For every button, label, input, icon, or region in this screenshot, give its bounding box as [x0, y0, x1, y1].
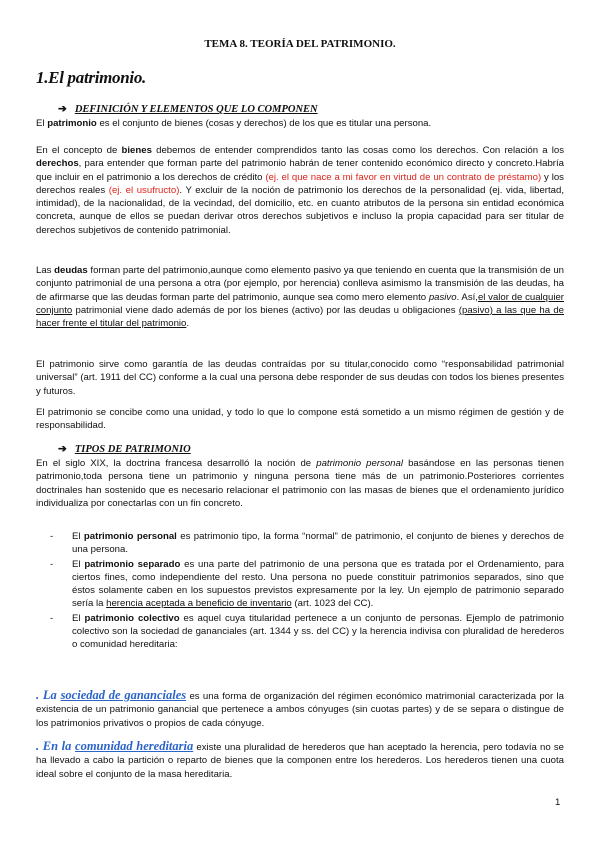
paragraph-gananciales [36, 689, 564, 730]
list-item [50, 530, 564, 557]
text-run: , para entender que forman parte del patrimonio habrán de tener contenido económico directo y concreto.Habría que incluir en el patrimonio a los derechos de crédito [36, 158, 564, 183]
text-run: El [36, 118, 48, 129]
italic-term: patrimonio personal [316, 458, 403, 469]
paragraph-deudas [36, 264, 564, 330]
bold-term: patrimonio personal [83, 531, 177, 542]
dash-bullet: - [50, 531, 54, 542]
text-run: es una forma de organización del régimen económico matrimonial caracterizada por la existencia de un patrimonio ganancial que pertenece a ambos cónyuges (sin cuotas partes) y de se separa o distingue de los patrimonios privativos o propios de cada cónyuge. [36, 691, 564, 729]
example-note: (ej. el usufructo) [108, 184, 180, 196]
paragraph-patrimonio-def [36, 117, 564, 130]
text-run: debemos de entender comprendidos tanto las cosas como los derechos. Con relación a los [151, 145, 564, 156]
underlined-text: herencia aceptada a beneficio de inventario [106, 598, 292, 610]
text-run: es una parte del patrimonio de una persona que es tratada por el Ordenamiento, para ciertos fines, como independiente del resto. Una persona no puede constituir patrimonios separados, sino que éstos solamente caben en los supuestos previstos expresamente por la ley. Un ejemplo de patrimonio separado sería la [72, 558, 564, 610]
paragraph-garantia: El patrimonio sirve como garantía de las deudas contraídas por su titular,conocido como “responsabilidad patrimonial universal” (art. 1911 del CC) conforme a la cual una persona debe responder de sus deudas con todos los bienes presentes y futuros. [36, 359, 564, 397]
text-run: basándose en las personas tienen patrimonio,toda persona tiene un patrimonio y ninguna persona tiene más de un patrimonio.Posteriores corrientes doctrinales han sostenido que es necesario relacionar el patrimonio con las masas de bienes que el ordenamiento jurídico individualiza por conectarlas con un fin concreto. [36, 458, 565, 509]
text-run: es aquel cuya titularidad pertenece a un conjunto de personas. Ejemplo de patrimonio colectivo son la sociedad de gananciales (art. 1344 y ss. del CC) y la herencia indivisa con pluralidad de herederos o comunidad hereditaria: [72, 612, 564, 651]
dash-bullet: - [50, 612, 54, 624]
blue-lead: . La [36, 688, 61, 702]
bold-term: patrimonio [47, 118, 97, 129]
arrow-icon: ➔ [58, 104, 67, 115]
section-heading: 1.El patrimonio. [36, 68, 146, 87]
text-run: es el conjunto de bienes (cosas y derechos) de los que es titular una persona. [96, 118, 432, 129]
italic-term: pasivo [428, 291, 457, 303]
example-note: (ej. el que nace a mi favor en virtud de un contrato de préstamo) [265, 171, 542, 183]
list-item [50, 558, 564, 611]
patrimonio-types-list [50, 530, 564, 653]
bold-term: patrimonio colectivo [84, 612, 180, 624]
dash-bullet: - [50, 558, 54, 570]
underlined-text: (pasivo) a las que ha de hacer frente el titular del patrimonio [36, 304, 564, 330]
text-run: (art. 1023 del CC). [291, 598, 374, 610]
text-run: El [72, 612, 85, 624]
paragraph-bienes [36, 144, 564, 237]
text-run: forman parte del patrimonio,aunque como elemento pasivo ya que teniendo en cuenta que la transmisión de un conjunto patrimonial de una persona a otra (por ejemplo, por herencia) conlleva asimismo la transmisión de las deudas, ha de afirmarse que las deudas forman parte del patrimonio, aunque sea como mero elemento [36, 265, 564, 303]
text-run: . Y excluir de la noción de patrimonio los derechos de la personalidad (ej. vida, libertad, intimidad), de la nacionalidad, de la vecindad, del domicilio, etc. en cuanto atributos de la persona sin entidad económica concreta, aunque de ellos se puedan derivar otros derechos subjetivos e incluso la propia capacidad para ser titular de derechos subjetivos de contenido patrimonial. [36, 184, 564, 236]
paragraph-doctrina [36, 457, 564, 510]
bold-term: derechos [36, 158, 79, 170]
bold-term: patrimonio separado [84, 558, 181, 570]
text-run: En el siglo XIX, la doctrina francesa desarrolló la noción de [36, 458, 317, 469]
text-run: Las [36, 265, 55, 276]
document-title: TEMA 8. TEORÍA DEL PATRIMONIO. [204, 38, 396, 50]
subsection-tipos [58, 443, 191, 455]
paragraph-comunidad [36, 740, 564, 781]
text-run: . Así [456, 291, 476, 303]
text-run: El [72, 558, 85, 570]
text-run: El [72, 531, 84, 542]
subsection-definicion [58, 103, 318, 115]
underlined-text: ,el valor de cualquier conjunto [36, 291, 565, 316]
text-run: En el concepto de [36, 145, 122, 156]
blue-term: sociedad de gananciales [60, 688, 187, 702]
subsection-tipos-label: TIPOS DE PATRIMONIO [74, 444, 191, 455]
blue-term: comunidad hereditaria [75, 739, 194, 753]
text-run: . [186, 318, 190, 330]
text-run: existe una pluralidad de herederos que han aceptado la herencia, pero todavía no se ha llevado a cabo la partición o reparto de bienes que la componen entre los herederos. Los herederos tienen una cuota ideal sobre el conjunto de la masa hereditaria. [36, 742, 564, 780]
list-item [50, 612, 564, 652]
text-run: es patrimonio tipo, la forma “normal” de patrimonio, el conjunto de bienes y derechos de una persona. [72, 531, 565, 556]
blue-lead: . En la [36, 739, 76, 753]
text-run: y los derechos reales [36, 171, 564, 196]
bold-term: bienes [121, 145, 152, 156]
paragraph-unidad: El patrimonio se concibe como una unidad, y todo lo que lo compone está sometido a un mismo régimen de gestión y de responsabilidad. [36, 407, 564, 432]
arrow-icon: ➔ [58, 444, 67, 455]
page-number: 1 [555, 797, 561, 808]
subsection-definicion-label: DEFINICIÓN Y ELEMENTOS QUE LO COMPONEN [74, 104, 318, 115]
text-run: patrimonial viene dado además de por los bienes (activo) por las deudas u obligaciones [72, 304, 459, 316]
bold-term: deudas [54, 265, 88, 276]
